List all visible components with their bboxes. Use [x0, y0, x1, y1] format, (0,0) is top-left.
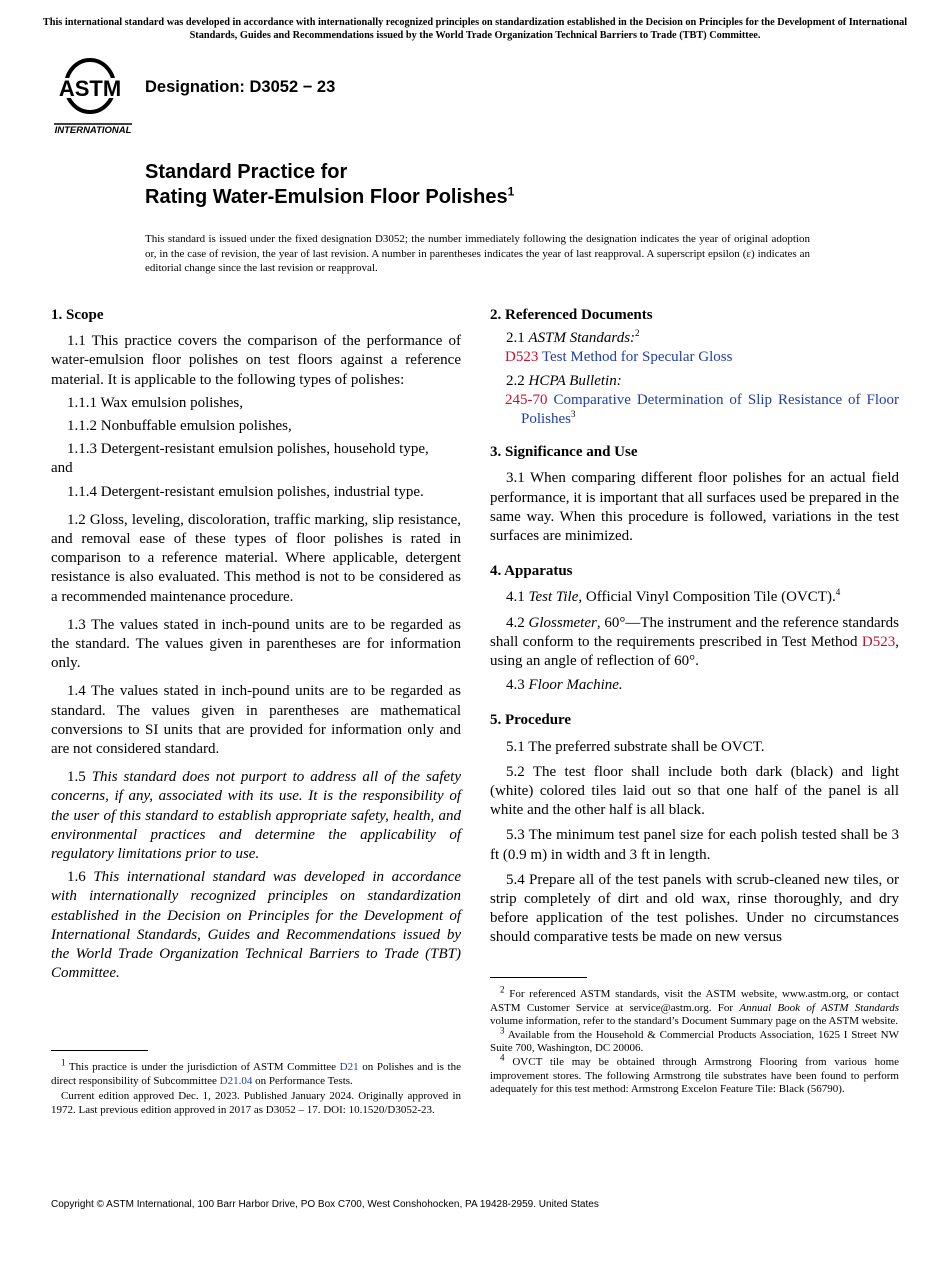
ref-link-d523[interactable]: D523	[505, 349, 539, 366]
para-1-1-3-cont: and	[51, 460, 73, 477]
wto-notice: This international standard was developed in accordance with internationally recognized principles on standardization established in the Decision on Principles for the Development of International Standards, Guides and Recommendations issued by the World Trade Organization Technical Barriers to Trade (TBT) Committee.	[42, 17, 908, 41]
para-4-1: 4.1 Test Tile, Official Vinyl Composition Tile (OVCT).$^4$	[506, 587, 841, 606]
footnote-rule-left	[51, 1050, 148, 1051]
section-2-heading: 2. Referenced Documents	[490, 307, 653, 323]
reference-d523	[490, 348, 899, 367]
astm-logo-icon	[50, 56, 136, 134]
issue-notice: This standard is issued under the fixed designation D3052; the number immediately following the designation indicates the year of original adoption or, in the case of revision, the year of last revision. A number in parentheses indicates the year of last reapproval. A superscript epsilon (ε) indicates an editorial change since the last revision or reapproval.	[145, 233, 810, 275]
para-2-2: 2.2 HCPA Bulletin:	[506, 372, 622, 389]
footnote-ref-3[interactable]: 3	[571, 409, 576, 420]
subcommittee-link-d21-04[interactable]: D21.04	[219, 1074, 253, 1087]
page-title	[145, 160, 514, 210]
para-2-1: 2.1 ASTM Standards:$^2$	[506, 328, 640, 347]
svg-text:INTERNATIONAL: INTERNATIONAL	[54, 125, 132, 134]
footnote-2: $^2$ For referenced ASTM standards, visit the ASTM website, www.astm.org, or contact ASTM Customer Service at service@astm.org. For Annual Book of ASTM Standards volume information, refer to the standard’s Document Summary page on the ASTM website.	[490, 984, 900, 1028]
para-4-2: 4.2 Glossmeter, 60°—The instrument and the reference standards shall conform to the requirements prescribed in Test Method D523, using an angle of reflection of 60°.	[490, 614, 900, 670]
para-1-1-4: 1.1.4 Detergent-resistant emulsion polishes, industrial type.	[67, 483, 424, 500]
para-1-6: 1.6 This international standard was developed in accordance with internationally recognized principles on standardization established in the Decision on Principles for the Development of International Standards, Guides and Recommendations issued by the World Trade Organization Technical Barriers to Trade (TBT) Committee.	[51, 869, 462, 982]
footnote-ref-2[interactable]: 2	[635, 328, 640, 339]
right-column	[490, 306, 899, 948]
section-5-heading: 5. Procedure	[490, 712, 572, 729]
para-5-3: 5.3 The minimum test panel size for each polish tested shall be 3 ft (0.9 m) in width and 3 ft in length.	[490, 827, 899, 863]
footnote-3: $^3$ Available from the Household & Commercial Products Association, 1625 I Street NW Suite 700, Washington, DC 20006.	[490, 1025, 899, 1055]
para-5-4: 5.4 Prepare all of the test panels with scrub-cleaned new tiles, or strip completely of dirt and old wax, rinse thoroughly, and dry before application of the test polishes. Under no circumstances should comparative tests be made on new versus	[490, 871, 899, 946]
footnote-1-edition: Current edition approved Dec. 1, 2023. Published January 2024. Originally approved in 1972. Last previous edition approved in 2017 as D3052 – 17. DOI: 10.1520/D3052-23.	[51, 1090, 461, 1116]
para-1-1-1: 1.1.1 Wax emulsion polishes,	[67, 394, 244, 411]
copyright: Copyright © ASTM International, 100 Barr Harbor Drive, PO Box C700, West Conshohocken, PA 19428-2959. United States	[51, 1199, 599, 1210]
para-1-1-2: 1.1.2 Nonbuffable emulsion polishes,	[67, 418, 292, 435]
para-1-4: 1.4 The values stated in inch-pound units are to be regarded as standard. The values given in parentheses are mathematical conversions to SI units that are provided for information only and are not considered standard.	[51, 683, 461, 758]
ref-title-245-70[interactable]: Comparative Determination of Slip Resistance of Floor Polishes	[521, 391, 899, 428]
section-1-heading: 1. Scope	[51, 307, 104, 323]
footnote-4: $^4$ OVCT tile may be obtained through Armstrong Flooring from various home improvement stores. The following Armstrong tile substrates have been found to perform adequately for this test method: Armstrong Excelon Feature Tile: Black (56790).	[490, 1052, 900, 1096]
title-line-1: Standard Practice for	[145, 161, 348, 183]
reference-245-70	[490, 391, 899, 429]
para-5-2: 5.2 The test floor shall include both dark (black) and light (white) colored tiles laid out so that one half of the panel is all white and the other half is all black.	[490, 763, 899, 819]
title-line-2: Rating Water-Emulsion Floor Polishes$^1$	[145, 184, 515, 208]
footnote-1: $^1$ This practice is under the jurisdiction of ASTM Committee D21 on Polishes and is the direct responsibility of Subcommittee D21.04 on Performance Tests.	[51, 1057, 461, 1087]
para-5-1: 5.1 The preferred substrate shall be OVCT.	[506, 738, 765, 755]
para-1-5: 1.5 This standard does not purport to address all of the safety concerns, if any, associated with its use. It is the responsibility of the user of this standard to establish appropriate safety, health, and environmental practices and determine the applicability of regulatory limitations prior to use.	[51, 769, 462, 863]
ref-link-245-70[interactable]: 245-70	[505, 391, 548, 408]
footnotes-right	[490, 984, 900, 1097]
title-footnote-ref[interactable]: 1	[507, 184, 515, 199]
svg-text:ASTM: ASTM	[58, 76, 122, 101]
para-3-1: 3.1 When comparing different floor polishes for an actual field performance, it is important that all surfaces used be prepared in the same way. When this procedure is followed, variations in the test surfaces are minimized.	[490, 470, 899, 545]
committee-link-d21[interactable]: D21	[339, 1061, 359, 1073]
para-4-3: 4.3 Floor Machine.	[506, 677, 623, 694]
left-column	[51, 306, 461, 984]
ref-link-d523-inline[interactable]: D523	[861, 633, 896, 650]
para-1-1-3: 1.1.3 Detergent-resistant emulsion polishes, household type,	[67, 441, 429, 458]
section-4-heading: 4. Apparatus	[490, 563, 573, 580]
footnote-rule-right	[490, 977, 587, 978]
footnote-ref-4[interactable]: 4	[835, 587, 841, 598]
para-1-3: 1.3 The values stated in inch-pound units are to be regarded as the standard. The values given in parentheses are for information only.	[51, 616, 461, 672]
designation: Designation: D3052 − 23	[145, 78, 336, 96]
para-1-2: 1.2 Gloss, leveling, discoloration, traffic marking, slip resistance, and removal ease of these types of floor polishes is rated in comparison to a reference material. Where applicable, detergent resistance is also evaluated. This method is not to be considered as a recommended maintenance procedure.	[51, 511, 461, 605]
section-3-heading: 3. Significance and Use	[490, 444, 638, 461]
para-1-1: 1.1 This practice covers the comparison of the performance of water-emulsion floor polishes on test floors against a reference material. It is applicable to the following types of polishes:	[51, 333, 461, 388]
ref-title-d523[interactable]: Test Method for Specular Gloss	[541, 349, 733, 366]
footnotes-left	[51, 1057, 461, 1117]
